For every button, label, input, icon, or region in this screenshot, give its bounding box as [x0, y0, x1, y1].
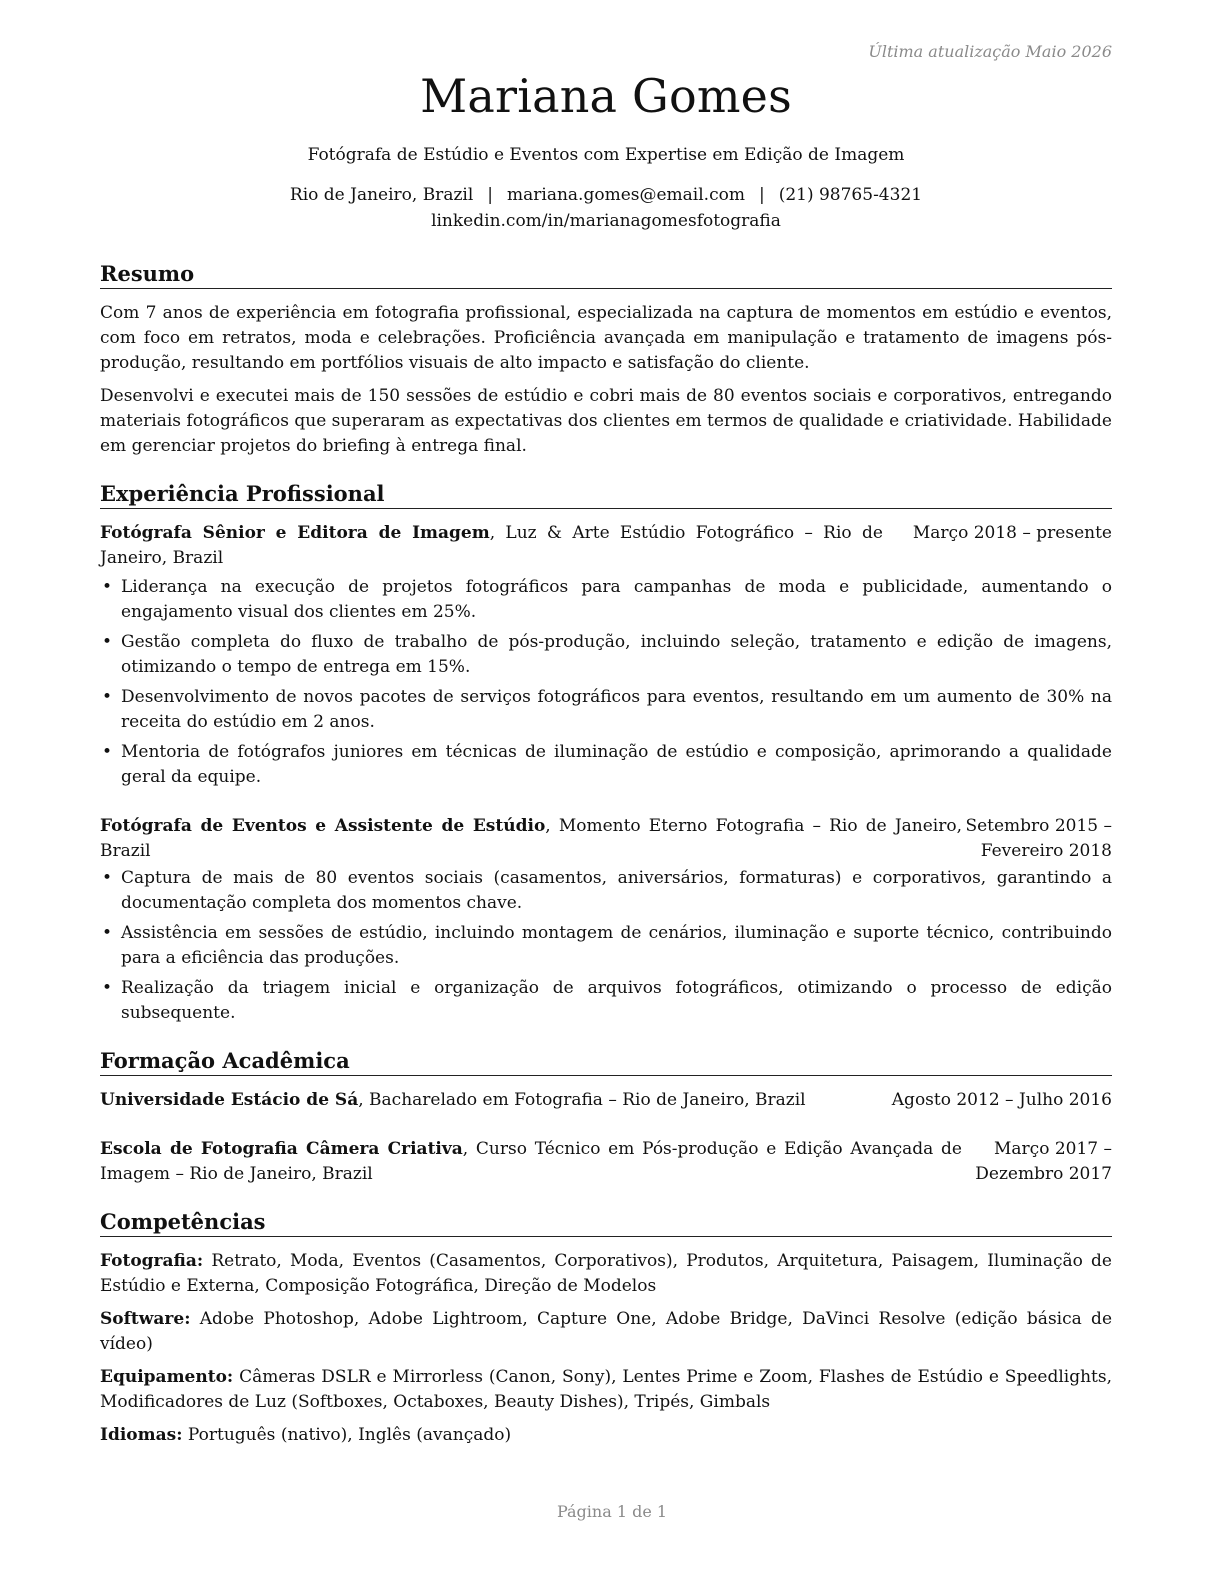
linkedin-link[interactable]: linkedin.com/in/marianagomesfotografia: [431, 211, 781, 231]
list-item: [100, 630, 1112, 680]
location: Rio de Janeiro, Brazil: [289, 185, 474, 205]
bullet-icon: •: [102, 577, 113, 597]
resume-page: [100, 40, 1112, 1448]
section-title: Formação Acadêmica: [100, 1048, 1112, 1076]
education-entry: [100, 1137, 1112, 1187]
job-entry: [100, 814, 1112, 1026]
experience-section: [100, 481, 1112, 1026]
job-dates: Setembro 2015 – Fevereiro 2018: [965, 816, 1112, 861]
section-title: Experiência Profissional: [100, 481, 1112, 509]
list-item: [100, 921, 1112, 971]
school-name: Escola de Fotografia Câmera Criativa: [100, 1139, 463, 1159]
skill-value: Adobe Photoshop, Adobe Lightroom, Capture One, Adobe Bridge, DaVinci Resolve (edição básica de vídeo): [100, 1309, 1112, 1354]
skill-value: Retrato, Moda, Eventos (Casamentos, Corporativos), Produtos, Arquitetura, Paisagem, Iluminação de Estúdio e Externa, Composição Fotográfica, Direção de Modelos: [100, 1251, 1112, 1296]
bullet-icon: •: [102, 923, 113, 943]
bullet-icon: •: [102, 978, 113, 998]
skill-label: Equipamento:: [100, 1367, 234, 1387]
bullet-icon: •: [102, 687, 113, 707]
list-item: [100, 575, 1112, 625]
phone: (21) 98765-4321: [778, 185, 923, 205]
bullet-text: Captura de mais de 80 eventos sociais (casamentos, aniversários, formaturas) e corporativos, garantindo a documentação completa dos momentos chave.: [121, 868, 1112, 913]
skill-row: [100, 1423, 1112, 1448]
degree: , Bacharelado em Fotografia – Rio de Janeiro, Brazil: [358, 1090, 806, 1110]
job-company: , Momento Eterno Fotografia – Rio de Janeiro, Brazil: [100, 816, 962, 861]
separator: |: [487, 185, 494, 205]
summary-paragraph: Desenvolvi e executei mais de 150 sessões de estúdio e cobri mais de 80 eventos sociais e corporativos, entregando materiais fotográficos que superaram as expectativas dos clientes em termos de qualidade e criatividade. Habilidade em gerenciar projetos do briefing à entrega final.: [100, 386, 1112, 456]
job-dates: Março 2018 – presente: [912, 523, 1112, 543]
headline: Fotógrafa de Estúdio e Eventos com Expertise em Edição de Imagem: [307, 145, 905, 165]
job-role: Fotógrafa de Eventos e Assistente de Estúdio: [100, 816, 546, 836]
job-entry: [100, 521, 1112, 790]
bullet-text: Gestão completa do fluxo de trabalho de pós-produção, incluindo seleção, tratamento e edição de imagens, otimizando o tempo de entrega em 15%.: [121, 632, 1112, 677]
bullet-icon: •: [102, 632, 113, 652]
skill-value: Português (nativo), Inglês (avançado): [182, 1425, 512, 1445]
school-name: Universidade Estácio de Sá: [100, 1090, 359, 1110]
bullet-text: Assistência em sessões de estúdio, incluindo montagem de cenários, iluminação e suporte técnico, contribuindo para a eficiência das produções.: [121, 923, 1112, 968]
contact-line: [100, 185, 1112, 205]
skill-label: Idiomas:: [100, 1425, 183, 1445]
summary-paragraph: Com 7 anos de experiência em fotografia profissional, especializada na captura de momentos em estúdio e eventos, com foco em retratos, moda e celebrações. Proficiência avançada em manipulação e tratamento de imagens pós-produção, resultando em portfólios visuais de alto impacto e satisfação do cliente.: [100, 303, 1112, 373]
bullet-icon: •: [102, 868, 113, 888]
candidate-name: Mariana Gomes: [420, 69, 792, 123]
skill-label: Fotografia:: [100, 1251, 204, 1271]
summary-section: [100, 261, 1112, 459]
section-title: Competências: [100, 1209, 1112, 1237]
bullet-icon: •: [102, 742, 113, 762]
bullet-text: Realização da triagem inicial e organização de arquivos fotográficos, otimizando o processo de edição subsequente.: [121, 978, 1112, 1023]
skill-value: Câmeras DSLR e Mirrorless (Canon, Sony), Lentes Prime e Zoom, Flashes de Estúdio e Speedlights, Modificadores de Luz (Softboxes, Octaboxes, Beauty Dishes), Tripés, Gimbals: [100, 1367, 1112, 1412]
education-entry: [100, 1088, 1112, 1113]
skill-row: [100, 1249, 1112, 1299]
bullet-text: Liderança na execução de projetos fotográficos para campanhas de moda e publicidade, aumentando o engajamento visual dos clientes em 25%.: [121, 577, 1112, 622]
last-updated: Última atualização Maio 2026: [868, 42, 1112, 61]
section-title: Resumo: [100, 261, 1112, 289]
degree: , Curso Técnico em Pós-produção e Edição Avançada de Imagem – Rio de Janeiro, Brazil: [100, 1139, 962, 1184]
page-number: Página 1 de 1: [556, 1502, 668, 1521]
email-link[interactable]: mariana.gomes@email.com: [507, 185, 745, 205]
bullet-text: Mentoria de fotógrafos juniores em técnicas de iluminação de estúdio e composição, aprimorando a qualidade geral da equipe.: [121, 742, 1112, 787]
job-role: Fotógrafa Sênior e Editora de Imagem: [100, 523, 490, 543]
education-dates: Agosto 2012 – Julho 2016: [891, 1090, 1112, 1110]
skill-label: Software:: [100, 1309, 191, 1329]
separator: |: [758, 185, 765, 205]
list-item: [100, 740, 1112, 790]
education-section: [100, 1048, 1112, 1187]
skill-row: [100, 1365, 1112, 1415]
list-item: [100, 685, 1112, 735]
job-company: , Luz & Arte Estúdio Fotográfico – Rio de Janeiro, Brazil: [100, 523, 883, 568]
list-item: [100, 976, 1112, 1026]
list-item: [100, 866, 1112, 916]
bullet-text: Desenvolvimento de novos pacotes de serviços fotográficos para eventos, resultando em um aumento de 30% na receita do estúdio em 2 anos.: [121, 687, 1112, 732]
education-dates: Março 2017 – Dezembro 2017: [975, 1139, 1112, 1184]
skill-row: [100, 1307, 1112, 1357]
skills-section: [100, 1209, 1112, 1448]
